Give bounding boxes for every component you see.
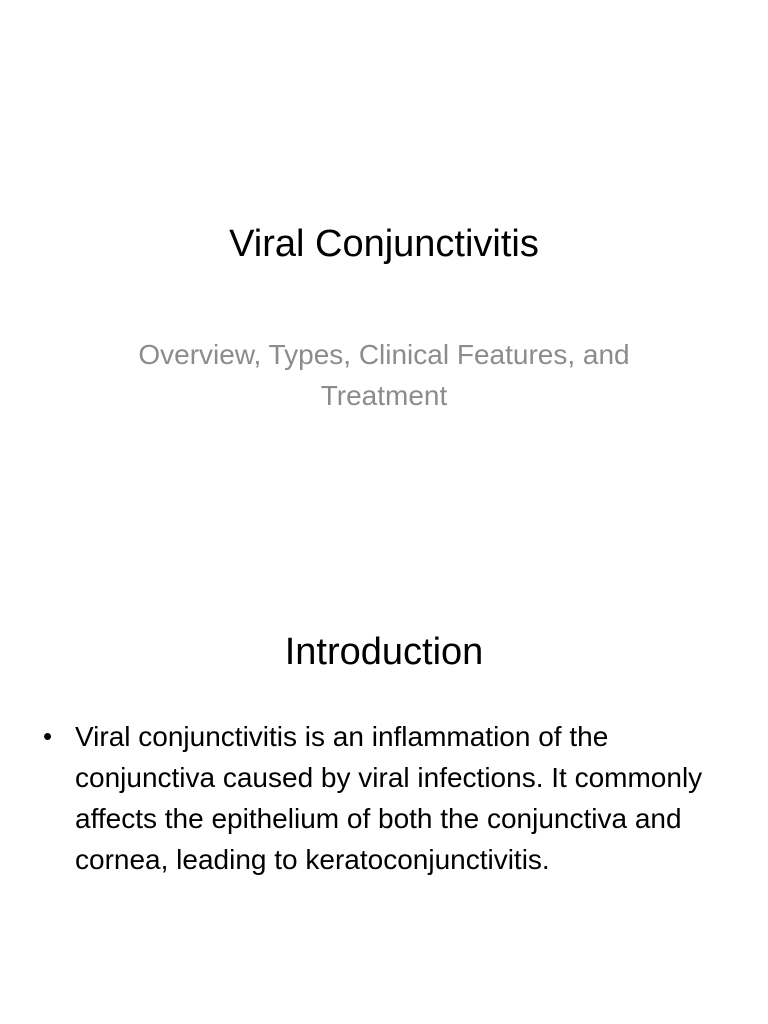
- slide-subtitle: Overview, Types, Clinical Features, and Treatment: [138, 339, 630, 411]
- bullet-text: Viral conjunctivitis is an inflammation of the conjunctiva caused by viral infections. It commonly affects the epithelium of both the conjunctiva and cornea, leading to keratoconjunctivitis.: [75, 721, 703, 875]
- slide-heading: Introduction: [284, 631, 484, 673]
- bullet-list: [40, 716, 720, 880]
- slide-title: Viral Conjunctivitis: [229, 223, 539, 265]
- bullet-icon: •: [43, 721, 53, 751]
- bullet-item: [40, 716, 720, 880]
- introduction-slide: [0, 576, 768, 1024]
